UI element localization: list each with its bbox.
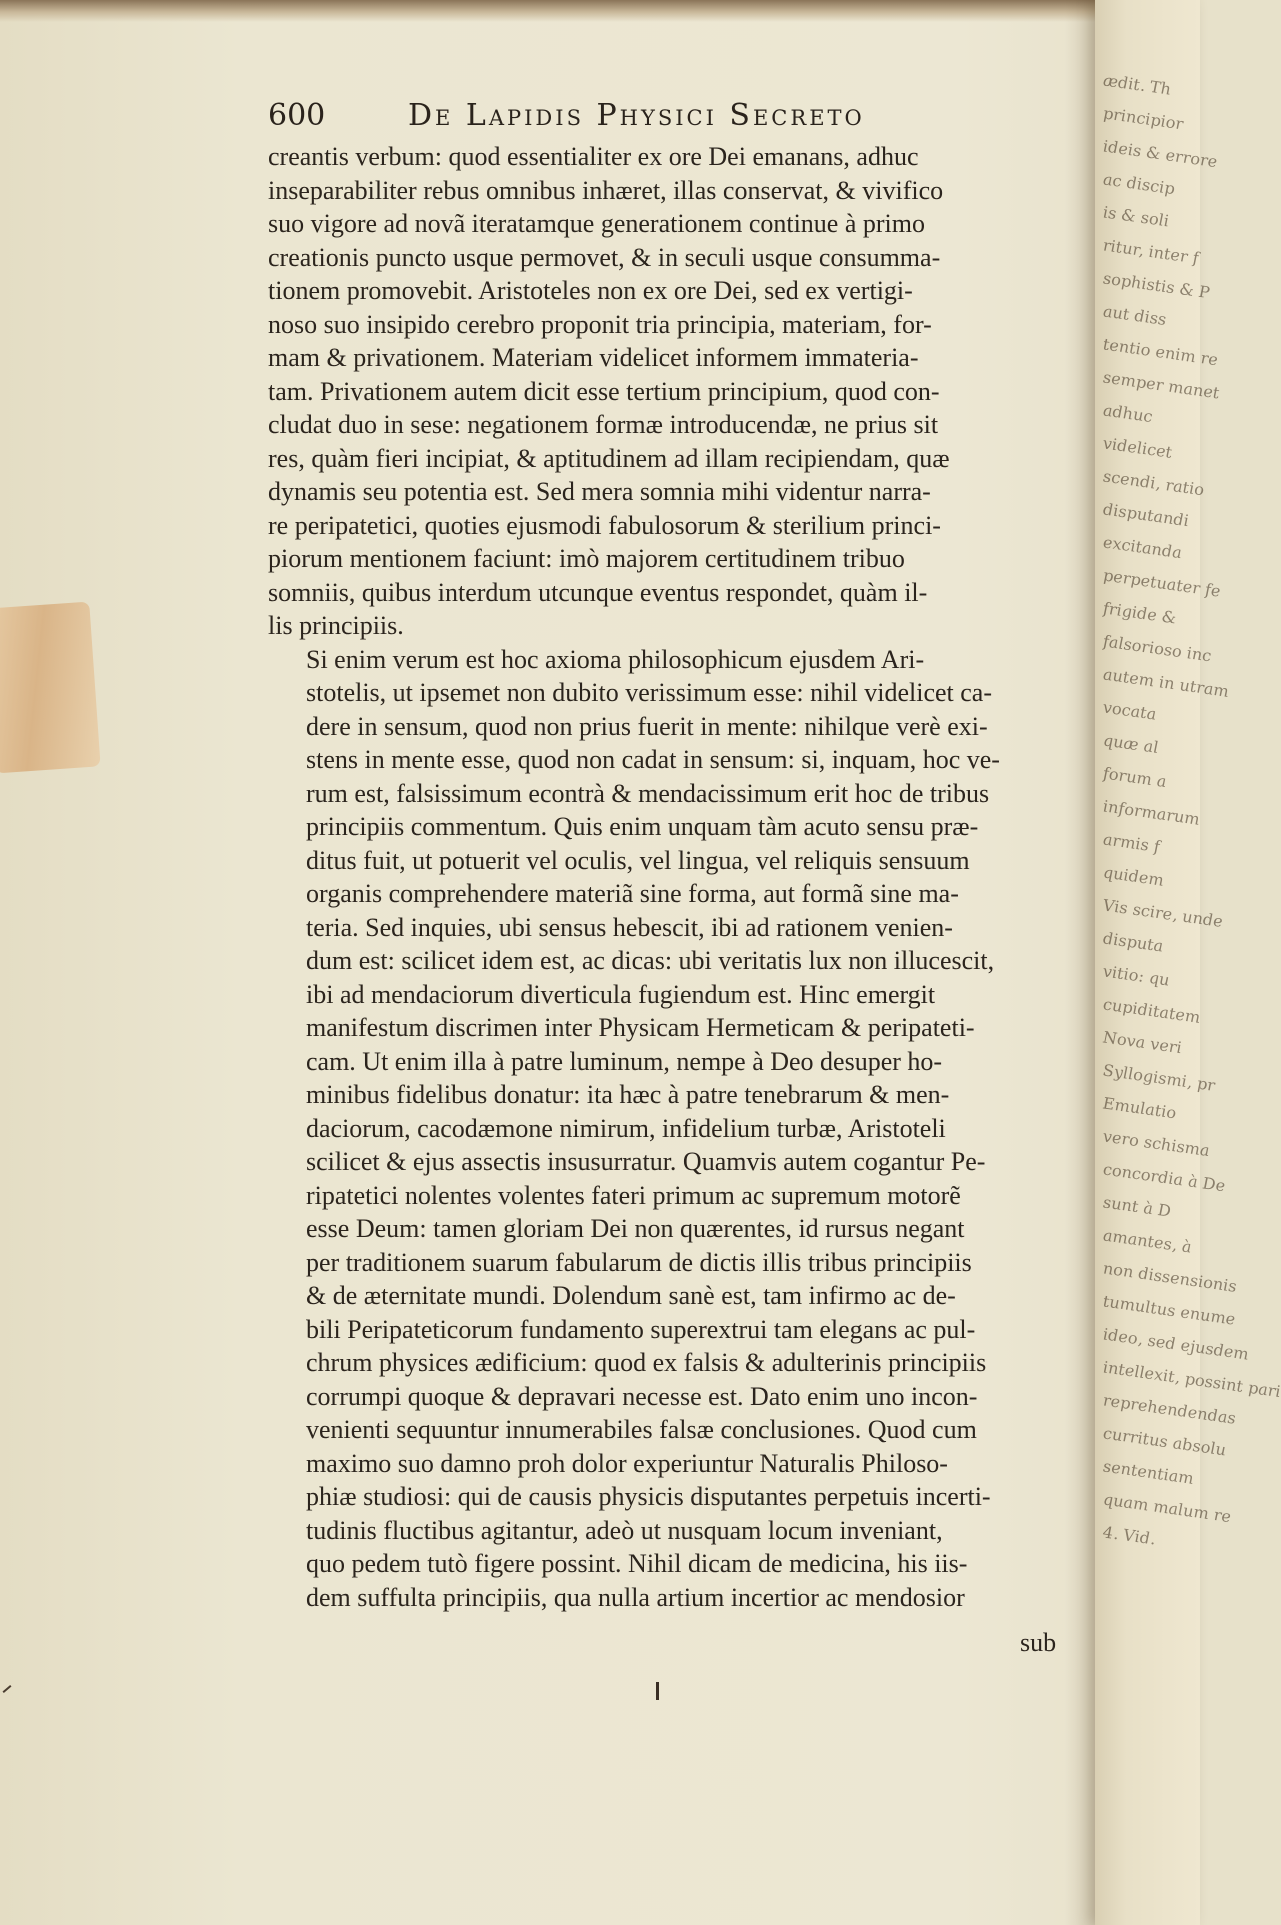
text-line: maximo suo damno proh dolor experiuntur Naturalis Philoso- <box>306 1448 948 1478</box>
facing-page-fragment: sophistis & P <box>1103 268 1210 303</box>
facing-page-fragment: informarum <box>1103 796 1200 829</box>
text-line: creationis puncto usque permovet, & in seculi usque consumma- <box>268 242 941 272</box>
facing-page-fragment: quam malum re <box>1103 1489 1231 1527</box>
text-line: piorum mentionem faciunt: imò majorem certitudinem tribuo <box>268 544 905 573</box>
text-line: corrumpi quoque & depravari necesse est. Dato enim uno incon- <box>306 1381 978 1411</box>
text-line: ripatetici nolentes volentes fateri primum ac supremum motorẽ <box>306 1180 961 1210</box>
text-line: ibi ad mendaciorum diverticula fugiendum est. Hinc emergit <box>306 979 936 1009</box>
text-line: noso suo insipido cerebro proponit tria principia, materiam, for- <box>268 309 932 339</box>
facing-page-fragment: falsorioso inc <box>1103 631 1212 666</box>
facing-page-fragment: disputandi <box>1103 499 1189 531</box>
facing-page-fragment: 4. Vid. <box>1103 1522 1156 1549</box>
text-line: esse Deum: tamen gloriam Dei non quærentes, id rursus negant <box>306 1214 965 1243</box>
text-line: chrum physices ædificium: quod ex falsis & adulterinis principiis <box>306 1348 987 1377</box>
text-line: mam & privationem. Materiam videlicet informem immateria- <box>268 343 919 372</box>
facing-page-fragment: frigide & <box>1103 598 1177 628</box>
facing-page-fragment: non dissensionis <box>1103 1258 1237 1297</box>
text-line: quo pedem tutò figere possint. Nihil dicam de medicina, his iis- <box>306 1549 968 1578</box>
facing-page-fragment: tentio enim re <box>1103 334 1218 370</box>
text-line: tam. Privationem autem dicit esse tertium principium, quod con- <box>268 376 940 406</box>
text-line: bili Peripateticorum fundamento superextrui tam elegans ac pul- <box>306 1314 976 1344</box>
facing-page-fragment: reprehendendas <box>1103 1390 1236 1428</box>
text-line: creantis verbum: quod essentialiter ex ore Dei emanans, adhuc <box>268 142 919 171</box>
text-line: dum est: scilicet idem est, ac dicas: ubi veritatis lux non illucescit, <box>306 946 995 975</box>
binding-tape <box>0 602 101 774</box>
facing-page-fragment: ac discip <box>1103 169 1175 199</box>
facing-page-fragment: Syllogismi, pr <box>1103 1060 1215 1096</box>
text-line: dynamis seu potentia est. Sed mera somnia mihi videntur narra- <box>268 477 931 506</box>
body-text <box>268 140 1058 1614</box>
facing-page-fragment: semper manet <box>1103 367 1220 403</box>
facing-page-fragment: excitanda <box>1103 532 1182 563</box>
text-line: inseparabiliter rebus omnibus inhæret, illas conservat, & vivifico <box>268 175 944 205</box>
facing-page-fragment: intellexit, possint pari <box>1103 1357 1281 1402</box>
text-line: per traditionem suarum fabularum de dictis illis tribus principiis <box>306 1247 972 1277</box>
text-line: phiæ studiosi: qui de causis physicis disputantes perpetuis incerti- <box>306 1482 991 1511</box>
signature-mark <box>656 1682 659 1700</box>
page-number: 600 <box>268 98 326 133</box>
facing-page-fragment: quidem <box>1103 862 1164 890</box>
facing-page-fragment: curritus absolu <box>1103 1423 1226 1460</box>
facing-page-fragment: tumultus enume <box>1103 1291 1236 1329</box>
text-line: teria. Sed inquies, ubi sensus hebescit, ibi ad rationem venien- <box>306 912 953 942</box>
facing-page-fragment: is & soli <box>1103 202 1169 231</box>
text-line: organis comprehendere materiã sine forma, aut formã sine ma- <box>306 879 959 908</box>
facing-page-fragment: autem in utram <box>1103 664 1229 701</box>
text-line: tudinis fluctibus agitantur, adeò ut nusquam locum inveniant, <box>306 1515 943 1545</box>
facing-page-fragment: amantes, à <box>1103 1225 1192 1257</box>
text-line: cludat duo in sese: negationem formæ introducendæ, ne prius sit <box>268 410 939 439</box>
text-line: scilicet & ejus assectis insusurratur. Quamvis autem cogantur Pe- <box>306 1147 986 1176</box>
facing-page-fragment: sunt à D <box>1103 1192 1171 1221</box>
facing-page-fragment: adhuc <box>1103 400 1153 427</box>
text-line: re peripatetici, quoties ejusmodi fabulosorum & sterilium princi- <box>268 510 941 540</box>
facing-page-fragment: forum a <box>1103 763 1167 792</box>
text-line: principiis commentum. Quis enim unquam tàm acuto sensu præ- <box>306 812 979 841</box>
text-line: stens in mente esse, quod non cadat in sensum: si, inquam, hoc ve- <box>306 745 1000 774</box>
text-line: rum est, falsissimum econtrà & mendacissimum erit hoc de tribus <box>306 778 990 808</box>
facing-page-fragment: Emulatio <box>1103 1093 1176 1123</box>
facing-page-fragment: ideis & errore <box>1103 136 1218 172</box>
facing-page-fragment: armis f <box>1103 829 1160 857</box>
margin-mark <box>3 1685 12 1693</box>
facing-page-fragment: vero schisma <box>1103 1126 1210 1161</box>
facing-page-edge <box>1095 0 1281 1925</box>
catchword: sub <box>1020 1628 1057 1657</box>
text-line: dere in sensum, quod non prius fuerit in mente: nihilque verè exi- <box>306 711 988 741</box>
facing-page-fragment: sententiam <box>1103 1456 1194 1489</box>
page-header <box>268 98 1068 138</box>
paragraph-2 <box>268 643 1058 1615</box>
facing-page-fragment: vitio: qu <box>1103 961 1170 990</box>
text-line: daciorum, cacodæmone nimirum, infidelium turbæ, Aristoteli <box>306 1113 946 1143</box>
facing-page-fragment: ædit. Th <box>1103 70 1171 99</box>
facing-page-text <box>1103 63 1281 1561</box>
text-line: dem suffulta principiis, qua nulla artium incertior ac mendosior <box>306 1582 965 1612</box>
text-line: venienti sequuntur innumerabiles falsæ conclusiones. Quod cum <box>306 1415 977 1444</box>
facing-page-fragment: disputa <box>1103 928 1164 956</box>
text-line: somniis, quibus interdum utcunque eventus respondet, quàm il- <box>268 577 928 607</box>
running-title: De Lapidis Physici Secreto <box>408 98 865 133</box>
facing-page-fragment: vocata <box>1103 697 1157 724</box>
text-line: minibus fidelibus donatur: ita hæc à patre tenebrarum & men- <box>306 1080 950 1109</box>
text-line: lis principiis. <box>268 611 404 640</box>
facing-page-fragment: quæ al <box>1103 730 1159 758</box>
facing-page-fragment: aut diss <box>1103 301 1167 330</box>
facing-page-fragment: scendi, ratio <box>1103 466 1204 500</box>
text-line: cam. Ut enim illa à patre luminum, nempe à Deo desuper ho- <box>306 1046 943 1076</box>
text-line: res, quàm fieri incipiat, & aptitudinem ad illam recipiendam, quæ <box>268 443 950 473</box>
text-line: ditus fuit, ut potuerit vel oculis, vel lingua, vel reliquis sensuum <box>306 845 970 875</box>
facing-page-fragment: principior <box>1103 103 1184 134</box>
facing-page-fragment: ritur, inter f <box>1103 235 1199 268</box>
facing-page-fragment: videlicet <box>1103 433 1172 463</box>
facing-page-fragment: perpetuater fe <box>1103 565 1221 601</box>
text-line: suo vigore ad novã iteratamque generationem continue à primo <box>268 209 925 238</box>
facing-page-fragment: cupiditatem <box>1103 994 1201 1027</box>
page-top-edge <box>0 0 1100 22</box>
facing-page-fragment: Vis scire, unde <box>1103 895 1223 932</box>
text-line: manifestum discrimen inter Physicam Hermeticam & peripateti- <box>306 1013 975 1042</box>
paragraph-1 <box>268 140 1058 643</box>
facing-page-fragment: Nova veri <box>1103 1027 1182 1058</box>
text-line: Si enim verum est hoc axioma philosophicum ejusdem Ari- <box>306 644 925 674</box>
text-line: & de æternitate mundi. Dolendum sanè est, tam infirmo ac de- <box>306 1281 956 1310</box>
facing-page-fragment: concordia à De <box>1103 1159 1226 1196</box>
text-line: stotelis, ut ipsemet non dubito verissimum esse: nihil videlicet ca- <box>306 678 993 707</box>
facing-page-fragment: ideo, sed ejusdem <box>1103 1324 1249 1364</box>
text-line: tionem promovebit. Aristoteles non ex ore Dei, sed ex vertigi- <box>268 276 913 305</box>
